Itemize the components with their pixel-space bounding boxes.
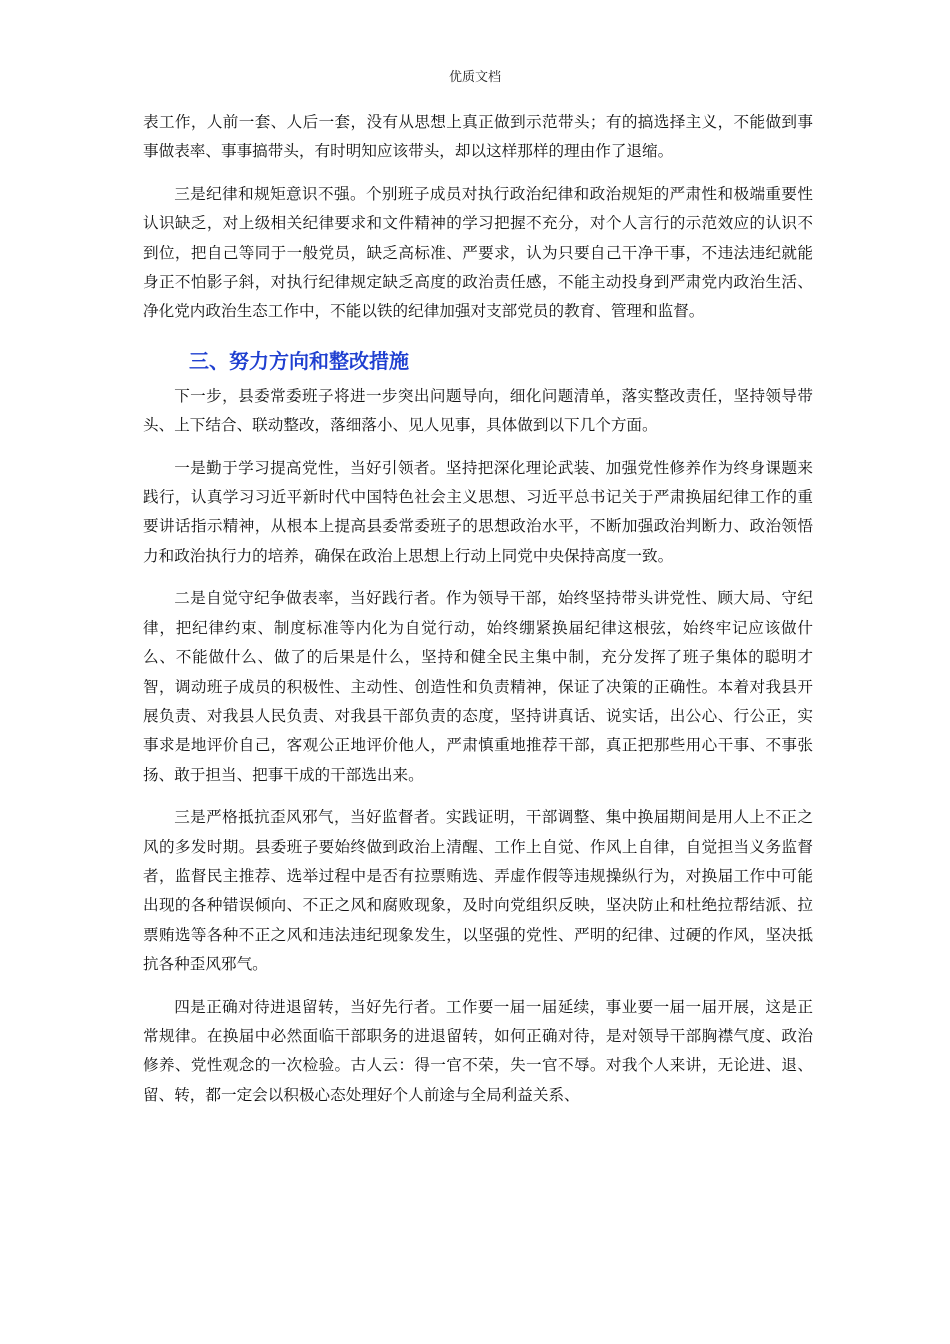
paragraph-supervision: 三是严格抵抗歪风邪气，当好监督者。实践证明，干部调整、集中换届期间是用人上不正之风的多发时期。县委班子要始终做到政治上清醒、工作上自觉、作风上自律，自觉担当义务监督者，监督民主推荐、选举过程中是否有拉票贿选、弄虚作假等违规操纵行为，对换届工作中可能出现的各种错误倾向、不正之风和腐败现象，及时向党组织反映，坚决防止和杜绝拉帮结派、拉票贿选等各种不正之风和违法违纪现象发生，以坚强的党性、严明的纪律、过硬的作风，坚决抵抗各种歪风邪气。 [143, 808, 813, 974]
paragraph-discipline-example: 二是自觉守纪争做表率，当好践行者。作为领导干部，始终坚持带头讲党性、顾大局、守纪律，把纪律约束、制度标准等内化为自觉行动，始终绷紧换届纪律这根弦，始终牢记应该做什么、不能做什么、做了的后果是什么，坚持和健全民主集中制，充分发挥了班子集体的聪明才智，调动班子成员的积极性、主动性、创造性和负责精神，保证了决策的正确性。本着对我县开展负责、对我县人民负责、对我县干部负责的态度，坚持讲真话、说实话，出公心、行公正，实事求是地评价自己，客观公正地评价他人，严肃慎重地推荐干部，真正把那些用心干事、不事张扬、敢于担当、把事干成的干部选出来。 [143, 589, 813, 784]
paragraph-discipline-awareness: 三是纪律和规矩意识不强。个别班子成员对执行政治纪律和政治规矩的严肃性和极端重要性认识缺乏，对上级相关纪律要求和文件精神的学习把握不充分，对个人言行的示范效应的认识不到位，把自己等同于一般党员，缺乏高标准、严要求，认为只要自己干净干事，不违法违纪就能身正不怕影子斜，对执行纪律规定缺乏高度的政治责任感，不能主动投身到严肃党内政治生活、净化党内政治生态工作中，不能以铁的纪律加强对支部党员的教育、管理和监督。 [143, 184, 813, 321]
document-body [143, 108, 813, 1110]
paragraph-study: 一是勤于学习提高党性，当好引领者。坚持把深化理论武装、加强党性修养作为终身课题来践行，认真学习习近平新时代中国特色社会主义思想、习近平总书记关于严肃换届纪律工作的重要讲话指示精神，从根本上提高县委常委班子的思想政治水平，不断加强政治判断力、政治领悟力和政治执行力的培养，确保在政治上思想上行动上同党中央保持高度一致。 [143, 458, 813, 565]
paragraph-next-steps: 下一步，县委常委班子将进一步突出问题导向，细化问题清单，落实整改责任，坚持领导带头、上下结合、联动整改，落细落小、见人见事，具体做到以下几个方面。 [143, 386, 813, 435]
page-header: 优质文档 [448, 70, 501, 85]
paragraph-career-changes: 四是正确对待进退留转，当好先行者。工作要一届一届延续，事业要一届一届开展，这是正常规律。在换届中必然面临干部职务的进退留转，如何正确对待，是对领导干部胸襟气度、政治修养、党性观念的一次检验。古人云：得一官不荣，失一官不辱。对我个人来讲，无论进、退、留、转，都一定会以积极心态处理好个人前途与全局利益关系、 [143, 997, 813, 1104]
section-heading: 三、努力方向和整改措施 [189, 348, 409, 373]
paragraph-continuation: 表工作，人前一套、人后一套，没有从思想上真正做到示范带头；有的搞选择主义，不能做到事事做表率、事事搞带头，有时明知应该带头，却以这样那样的理由作了退缩。 [143, 113, 813, 161]
